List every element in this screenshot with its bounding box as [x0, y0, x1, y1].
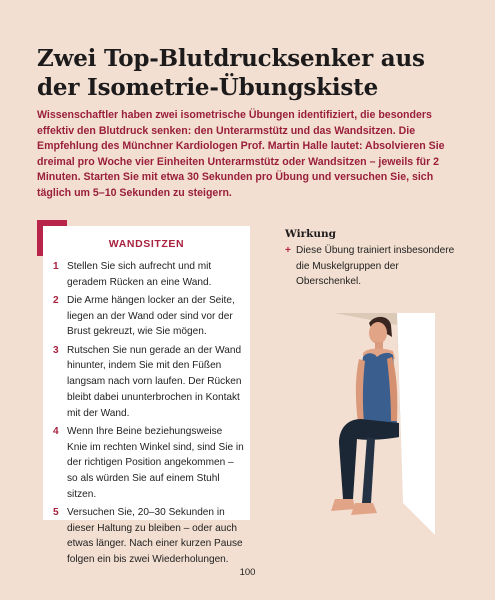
step-text: Rutschen Sie nun gerade an der Wand hinunter, indem Sie mit den Füßen langsam nach vorn laufen. Der Rücken bleibt dabei ununterbrochen in Kontakt mit der Wand. [67, 344, 242, 419]
step-item [53, 343, 245, 422]
step-item [53, 424, 245, 503]
step-number: 1 [53, 261, 59, 272]
effect-heading: Wirkung [285, 228, 337, 240]
step-item [53, 259, 245, 290]
step-number: 5 [53, 506, 59, 518]
step-text: Die Arme hängen locker an der Seite, liegen an der Wand oder sind vor der Brust gekreuzt, wie Sie mögen. [67, 295, 235, 338]
wall-sit-illustration [285, 313, 435, 535]
box-title: WANDSITZEN [108, 238, 185, 250]
effect-text: Diese Übung trainiert insbesondere die Muskelgruppen der Oberschenkel. [296, 245, 455, 288]
page-number: 100 [239, 567, 256, 578]
step-list [53, 259, 245, 570]
step-text: Versuchen Sie, 20–30 Sekunden in dieser Haltung zu bleiben – oder auch etwas länger. Nach einer kurzen Pause folgen ein bis zwei Wiederholungen. [67, 506, 243, 566]
instruction-box [43, 226, 250, 566]
step-text: Stellen Sie sich aufrecht und mit geradem Rücken an eine Wand. [67, 261, 212, 288]
effect-note [285, 243, 455, 290]
wall [397, 313, 435, 535]
step-number: 2 [53, 295, 59, 306]
plus-icon: + [285, 245, 291, 256]
head [369, 322, 387, 344]
step-item [53, 505, 245, 568]
page-title: Zwei Top-Blutdrucksenker aus der Isometrie-Übungskiste [37, 45, 425, 101]
step-text: Wenn Ihre Beine beziehungsweise Knie im rechten Winkel sind, sind Sie in der richtigen Position angekommen – so als würden Sie auf einem Stuhl sitzen. [67, 425, 244, 500]
step-item [53, 293, 245, 340]
intro-paragraph: Wissenschaftler haben zwei isometrische Übungen identifiziert, die besonders effektiv den Blutdruck senken: den Unterarmstütz und das Wandsitzen. Die Empfehlung des Münchner Kardiologen Prof. Martin Halle lautet: Absolvieren Sie dreimal pro Woche vier Einheiten Unterarmstütz oder Wandsitzen – jeweils für 2 Minuten. Starten Sie mit etwa 30 Sekunden pro Übung und versuchen Sie, sich täglich um 5–10 Sekunden zu steigern. [37, 109, 445, 199]
second-shin [362, 437, 375, 503]
step-number: 3 [53, 344, 59, 356]
step-number: 4 [53, 425, 59, 437]
